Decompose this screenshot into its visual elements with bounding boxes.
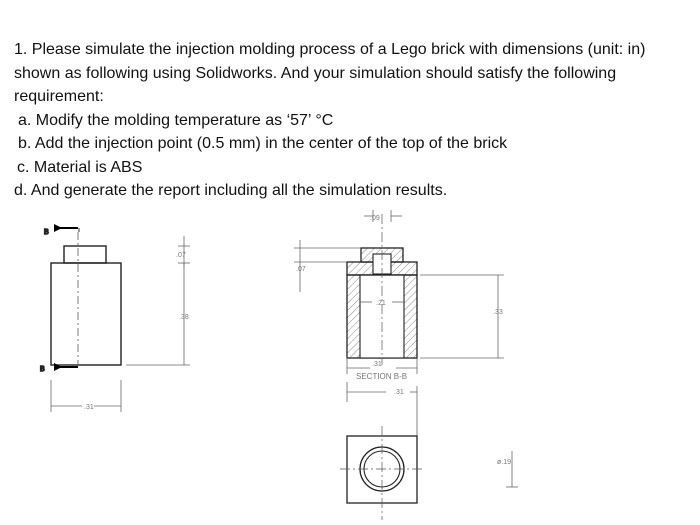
section-marker-top: B [44,229,49,236]
dim-top-diameter: ø.19 [497,459,512,466]
requirement-b: b. Add the injection point (0.5 mm) in the center of the top of the brick [18,135,508,152]
dim-section-height: .33 [493,309,503,316]
brick-body-front [51,263,121,365]
dim-front-width: .31 [84,404,94,411]
problem-intro: 1. Please simulate the injection molding process of a Lego brick with dimensions (unit: in) shown as following using Solidworks. And your simulation should satisfy the following requirement: [14,41,646,105]
dim-top-width: .31 [394,389,404,396]
top-view [340,426,424,520]
section-view [347,214,417,365]
section-label: SECTION B-B [356,372,408,381]
front-view [40,224,121,373]
section-marker-bottom: B [40,366,45,373]
dim-front-stud-height: .07 [176,252,186,259]
requirement-d: d. And generate the report including all the simulation results. [14,182,448,199]
dim-section-top: .09 [370,215,380,222]
dim-section-stud-height: .07 [296,266,306,273]
requirement-a: a. Modify the molding temperature as ‘57’ °C [18,111,334,129]
dim-front-body-height: .38 [179,314,189,321]
dim-section-inner: .21 [376,300,386,307]
brick-stud-front [64,246,106,263]
dim-section-bottom: .31 [372,361,382,368]
requirement-c: c. Material is ABS [17,158,143,176]
